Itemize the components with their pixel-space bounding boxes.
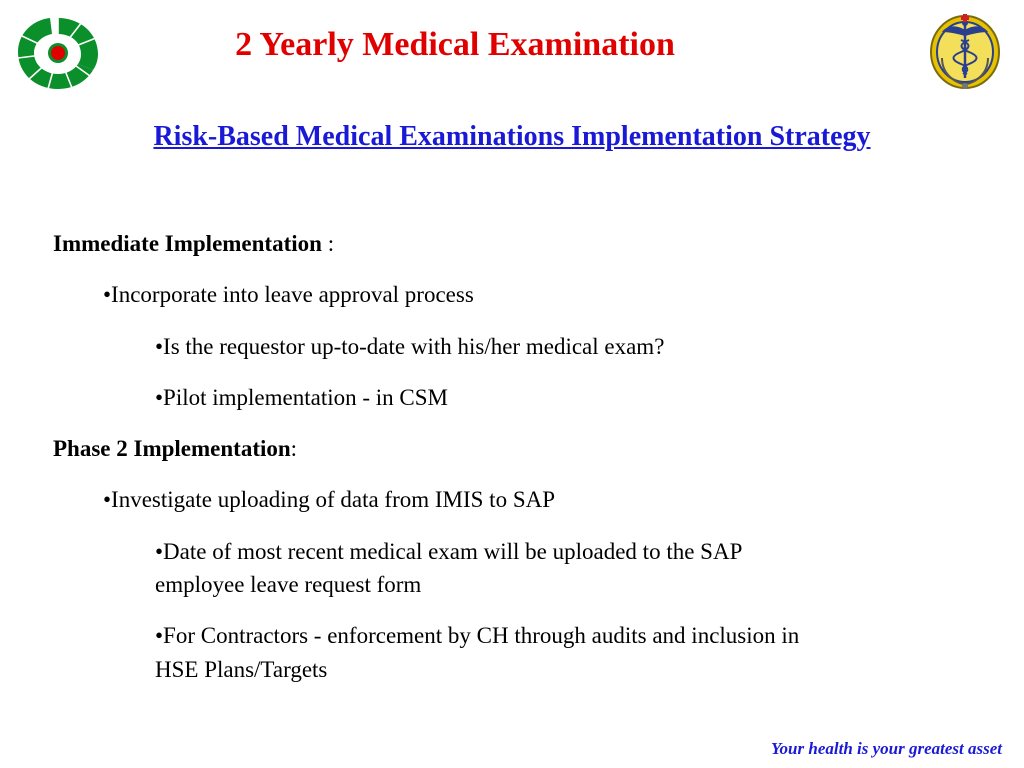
slide-subtitle: Risk-Based Medical Examinations Implementation Strategy [153, 121, 871, 152]
list-item: •Investigate uploading of data from IMIS to SAP [103, 487, 556, 512]
slide-title-text: 2 Yearly Medical Examination [235, 26, 675, 63]
list-item: •For Contractors - enforcement by CH through audits and inclusion in [155, 623, 800, 648]
list-item-continuation: employee leave request form [155, 572, 422, 597]
section-heading-suffix: : [290, 436, 298, 461]
list-item: •Is the requestor up-to-date with his/her medical exam? [155, 334, 665, 359]
slide-footer-tagline: Your health is your greatest asset [771, 739, 1002, 758]
slide-title [0, 26, 910, 64]
section-heading-text: Immediate Implementation [53, 231, 322, 256]
medical-caduceus-logo-icon [928, 10, 1002, 92]
section-heading-suffix: : [321, 231, 335, 256]
section-heading-text: Phase 2 Implementation [53, 436, 291, 461]
section-heading-immediate [53, 227, 334, 261]
list-item: •Pilot implementation - in CSM [155, 385, 449, 410]
section-heading-phase2 [53, 432, 297, 466]
list-item-continuation: HSE Plans/Targets [155, 657, 328, 682]
list-item: •Incorporate into leave approval process [103, 282, 474, 307]
list-item: •Date of most recent medical exam will be uploaded to the SAP [155, 539, 743, 564]
